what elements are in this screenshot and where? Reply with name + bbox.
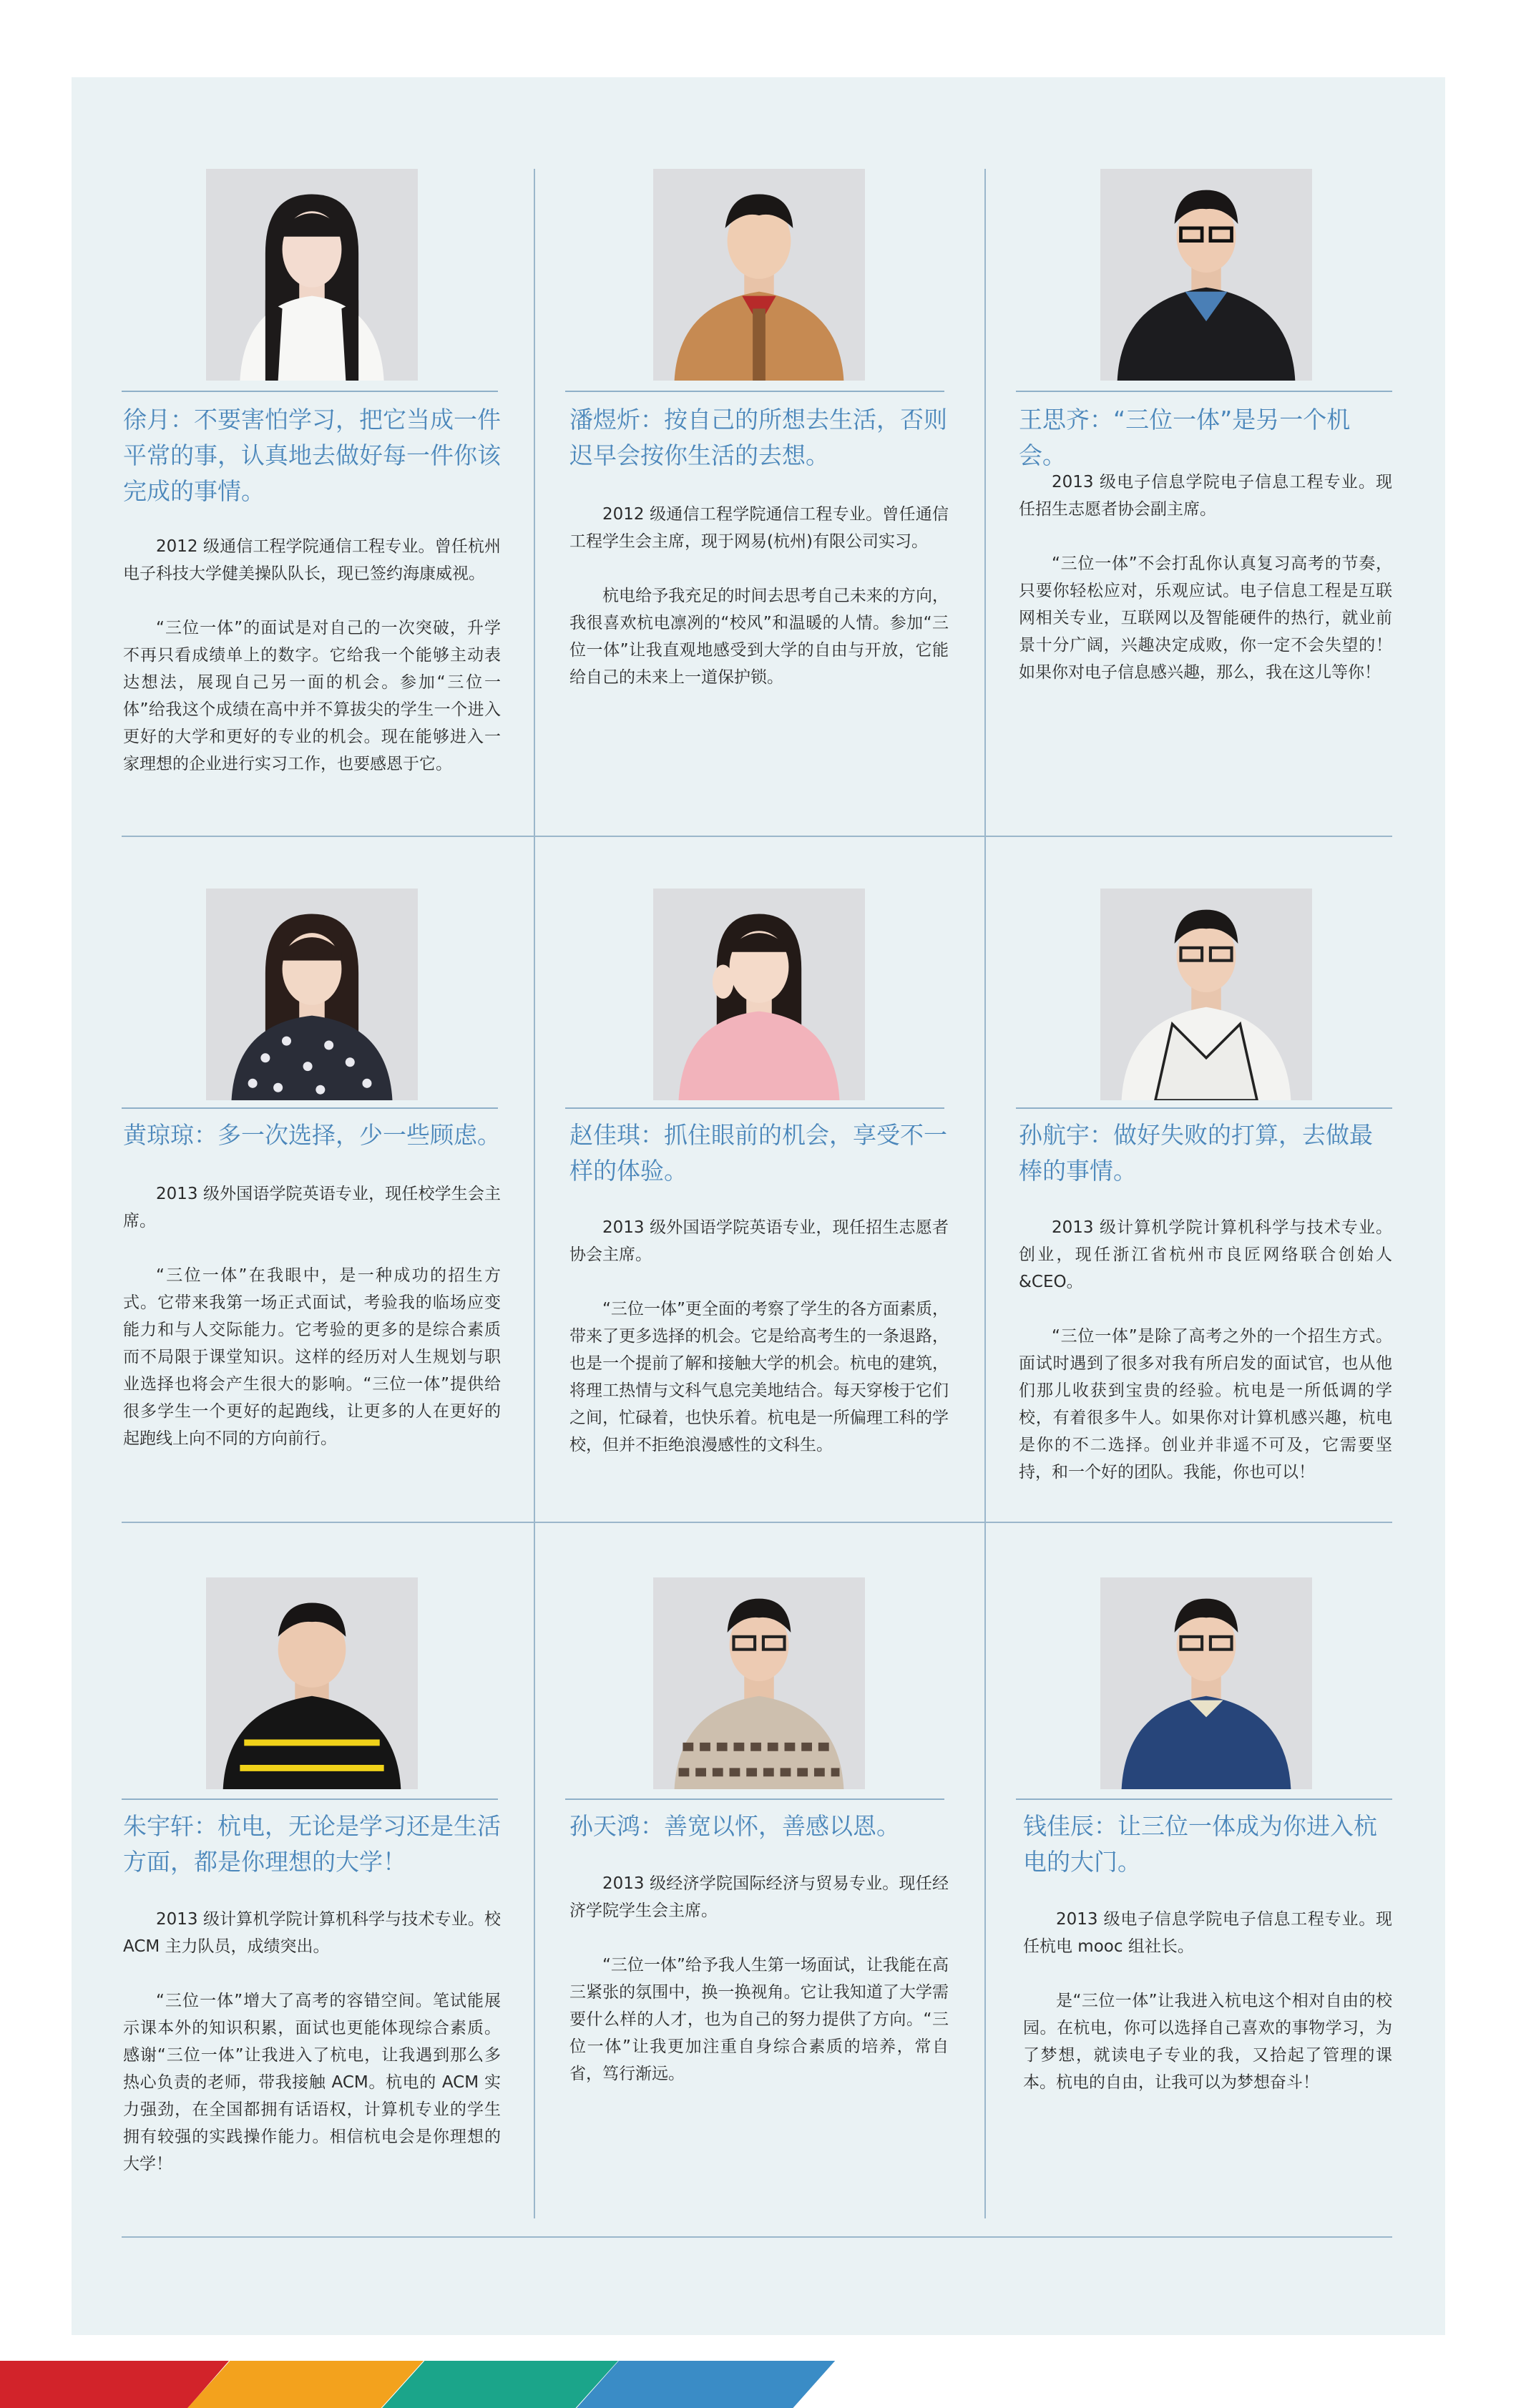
profile-intro: 2013 级计算机学院计算机科学与技术专业。创业，现任浙江省杭州市良匠网络联合创始人&CEO。 [1019, 1218, 1392, 1291]
profile-body [123, 1180, 501, 1452]
profile-intro: 2013 级电子信息学院电子信息工程专业。现任杭电 mooc 组社长。 [1023, 1910, 1392, 1956]
profile-headline: 王思齐：“三位一体”是另一个机会。 [1019, 406, 1351, 469]
column-divider [534, 169, 535, 2218]
profile-body [569, 1870, 949, 2088]
profile-photo [1100, 1577, 1312, 1789]
profile-body [1019, 469, 1392, 686]
portrait-illustration [206, 1577, 418, 1789]
profile-headline: 钱佳辰：让三位一体成为你进入杭电的大门。 [1023, 1812, 1377, 1876]
profile-body [123, 1906, 501, 2178]
profile-headline: 黄琼琼：多一次选择，少一些顾虑。 [123, 1121, 501, 1149]
profile-quote: 是“三位一体”让我进入杭电这个相对自由的校园。在杭电，你可以选择自己喜欢的事物学习，为了梦想，就读电子专业的我，又拾起了管理的课本。杭电的自由，让我可以为梦想奋斗！ [1023, 1992, 1392, 2092]
profile-quote: “三位一体”是除了高考之外的一个招生方式。面试时遇到了很多对我有所启发的面试官，也从他们那儿收获到宝贵的经验。杭电是一所低调的学校，有着很多牛人。如果你对计算机感兴趣，杭电是你的不二选择。创业并非遥不可及，它需要坚持，和一个好的团队。我能，你也可以！ [1019, 1327, 1392, 1482]
profile-quote: “三位一体”增大了高考的容错空间。笔试能展示课本外的知识积累，面试也更能体现综合素质。感谢“三位一体”让我进入了杭电，让我遇到那么多热心负责的老师，带我接触 ACM。杭电的 ACM 实力强劲，在全国都拥有话语权，计算机专业的学生拥有较强的实践操作能力。相信杭电会是你理想的大学！ [123, 1992, 501, 2173]
profile-photo [653, 169, 865, 381]
profile-photo [206, 1577, 418, 1789]
headline-rule [565, 1798, 944, 1800]
profile-photo [206, 169, 418, 381]
profile-quote: “三位一体”更全面的考察了学生的各方面素质，带来了更多选择的机会。它是给高考生的一条退路，也是一个提前了解和接触大学的机会。杭电的建筑，将理工热情与文科气息完美地结合。每天穿梭于它们之间，忙碌着，也快乐着。杭电是一所偏理工科的学校，但并不拒绝浪漫感性的文科生。 [569, 1300, 949, 1454]
portrait-illustration [206, 889, 418, 1100]
profile-intro: 2012 级通信工程学院通信工程专业。曾任通信工程学生会主席，现于网易(杭州)有限公司实习。 [569, 505, 949, 551]
profile-body [123, 533, 501, 778]
headline-rule [122, 1107, 498, 1109]
profile-quote: “三位一体”不会打乱你认真复习高考的节奏，只要你轻松应对，乐观应试。电子信息工程是互联网相关专业，互联网以及智能硬件的热行，就业前景十分广阔，兴趣决定成败，你一定不会失望的！如果你对电子信息感兴趣，那么，我在这儿等你！ [1019, 554, 1392, 682]
profile-body [1023, 1906, 1392, 2096]
portrait-illustration [206, 169, 418, 381]
row-divider [122, 836, 1392, 837]
row-divider [122, 2236, 1392, 2238]
profile-quote: “三位一体”给予我人生第一场面试，让我能在高三紧张的氛围中，换一换视角。它让我知道了大学需要什么样的人才，也为自己的努力提供了方向。“三位一体”让我更加注重自身综合素质的培养，常自省，笃行渐远。 [569, 1956, 949, 2083]
profile-photo [206, 889, 418, 1100]
portrait-illustration [1100, 889, 1312, 1100]
profile-body [569, 1214, 949, 1459]
portrait-illustration [653, 889, 865, 1100]
headline-rule [1016, 391, 1392, 392]
headline-rule [565, 1107, 944, 1109]
profile-intro: 2013 级计算机学院计算机科学与技术专业。校 ACM 主力队员，成绩突出。 [123, 1910, 501, 1956]
profile-intro: 2013 级经济学院国际经济与贸易专业。现任经济学院学生会主席。 [569, 1874, 949, 1920]
profile-headline: 徐月：不要害怕学习，把它当成一件平常的事，认真地去做好每一件你该完成的事情。 [123, 406, 501, 505]
profile-quote: 杭电给予我充足的时间去思考自己未来的方向，我很喜欢杭电凛冽的“校风”和温暖的人情。参加“三位一体”让我直观地感受到大学的自由与开放，它能给自己的未来上一道保护锁。 [569, 587, 949, 687]
profile-intro: 2013 级外国语学院英语专业，现任校学生会主席。 [123, 1185, 501, 1230]
stripe-blue [577, 2361, 877, 2408]
profile-headline: 孙航宇：做好失败的打算，去做最棒的事情。 [1019, 1121, 1373, 1185]
profile-headline: 潘煜炘：按自己的所想去生活，否则迟早会按你生活的去想。 [569, 406, 947, 469]
headline-rule [122, 1798, 498, 1800]
profile-photo [1100, 169, 1312, 381]
profile-headline: 朱宇轩：杭电，无论是学习还是生活方面，都是你理想的大学！ [123, 1812, 501, 1876]
profile-quote: “三位一体”在我眼中，是一种成功的招生方式。它带来我第一场正式面试，考验我的临场应变能力和与人交际能力。它考验的更多的是综合素质而不局限于课堂知识。这样的经历对人生规划与职业选择也将会产生很大的影响。“三位一体”提供给很多学生一个更好的起跑线，让更多的人在更好的起跑线上向不同的方向前行。 [123, 1266, 501, 1448]
profile-intro: 2013 级外国语学院英语专业，现任招生志愿者协会主席。 [569, 1218, 949, 1264]
headline-rule [122, 391, 498, 392]
headline-rule [565, 391, 944, 392]
profile-body [569, 501, 949, 691]
headline-rule [1016, 1107, 1392, 1109]
profile-photo [653, 1577, 865, 1789]
profile-quote: “三位一体”的面试是对自己的一次突破，升学不再只看成绩单上的数字。它给我一个能够主动表达想法，展现自己另一面的机会。参加“三位一体”给我这个成绩在高中并不算拔尖的学生一个进入更好的大学和更好的专业的机会。现在能够进入一家理想的企业进行实习工作，也要感恩于它。 [123, 619, 501, 773]
portrait-illustration [1100, 169, 1312, 381]
profile-intro: 2012 级通信工程学院通信工程专业。曾任杭州电子科技大学健美操队队长，现已签约海康威视。 [123, 537, 501, 583]
stripe-teal [382, 2361, 618, 2408]
headline-rule [1016, 1798, 1392, 1800]
profile-photo [1100, 889, 1312, 1100]
profile-headline: 赵佳琪：抓住眼前的机会，享受不一样的体验。 [569, 1121, 947, 1185]
portrait-illustration [1100, 1577, 1312, 1789]
column-divider [984, 169, 986, 2218]
profile-intro: 2013 级电子信息学院电子信息工程专业。现任招生志愿者协会副主席。 [1019, 473, 1392, 519]
profile-photo [653, 889, 865, 1100]
profile-body [1019, 1214, 1392, 1486]
portrait-illustration [653, 1577, 865, 1789]
row-divider [122, 1522, 1392, 1523]
stripe-orange [187, 2361, 424, 2408]
portrait-illustration [653, 169, 865, 381]
profile-headline: 孙天鸿：善宽以怀，善感以恩。 [569, 1812, 900, 1840]
